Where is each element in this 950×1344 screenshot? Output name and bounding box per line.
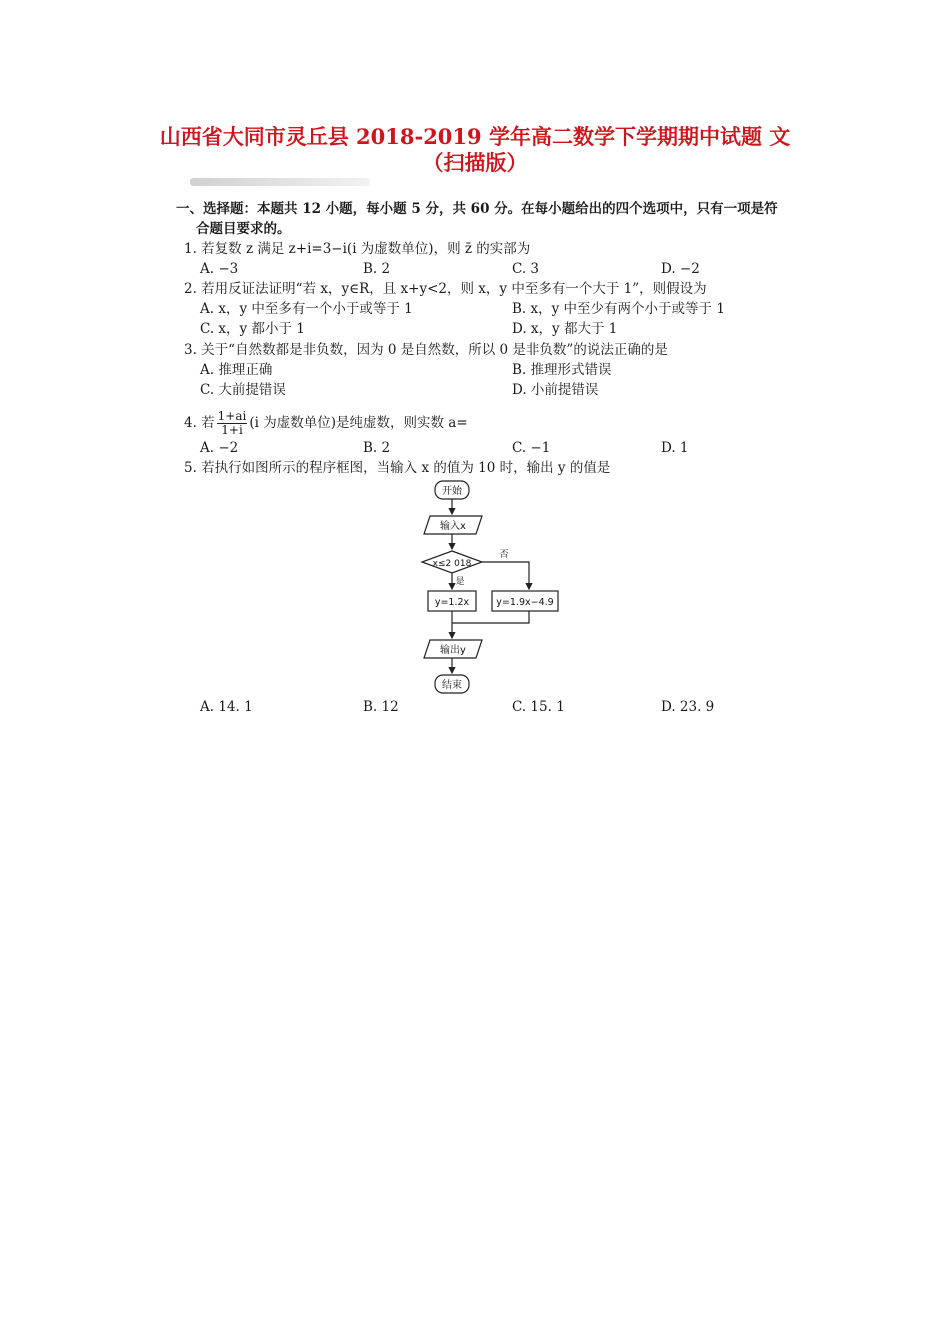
flowchart-edge [482, 562, 529, 589]
flowchart-edge [452, 611, 529, 623]
question-5-option-d: D. 23. 9 [661, 699, 715, 715]
question-4-fraction-numerator: 1+ai [217, 409, 247, 423]
question-5-option-c: C. 15. 1 [512, 699, 565, 715]
question-4-stem-prefix: 4. 若 [184, 415, 215, 431]
document-title-line2: （扫描版） [422, 150, 528, 175]
flowchart-input-label: 输入x [440, 521, 466, 532]
question-4-option-a: A. −2 [200, 440, 239, 456]
flowchart-end-label: 结束 [442, 680, 462, 691]
question-2-option-c: C. x，y 都小于 1 [200, 321, 305, 337]
question-5-option-a: A. 14. 1 [200, 699, 253, 715]
program-flowchart [420, 478, 560, 700]
question-2-stem: 2. 若用反证法证明“若 x，y∈R，且 x+y<2，则 x，y 中至多有一个大于 1”，则假设为 [184, 281, 707, 297]
question-5-stem: 5. 若执行如图所示的程序框图，当输入 x 的值为 10 时，输出 y 的值是 [184, 460, 611, 476]
question-4-option-c: C. −1 [512, 440, 551, 456]
flowchart-condition-label: x≤2 018 [432, 559, 472, 569]
flowchart-output-label: 输出y [440, 645, 466, 656]
question-2-option-b: B. x，y 中至少有两个小于或等于 1 [512, 301, 725, 317]
question-1-option-d: D. −2 [661, 261, 700, 277]
flowchart-yes-branch-label: y=1.2x [434, 597, 470, 608]
question-3-option-d: D. 小前提错误 [512, 382, 599, 398]
question-1-option-b: B. 2 [363, 261, 391, 277]
section-heading-line1: 一、选择题：本题共 12 小题，每小题 5 分，共 60 分。在每小题给出的四个选项中，只有一项是符 [176, 201, 778, 217]
scanned-exam-page [150, 178, 810, 738]
question-3-option-c: C. 大前提错误 [200, 382, 286, 398]
question-3-option-b: B. 推理形式错误 [512, 362, 612, 378]
question-4-stem [184, 410, 468, 437]
question-3-stem: 3. 关于“自然数都是非负数，因为 0 是自然数，所以 0 是非负数”的说法正确的是 [184, 342, 668, 358]
section-heading-line2: 合题目要求的。 [196, 221, 291, 237]
flowchart-no-branch-label: y=1.9x−4.9 [496, 597, 554, 608]
flowchart-start-label: 开始 [442, 486, 462, 497]
question-4-option-b: B. 2 [363, 440, 391, 456]
question-4-stem-suffix: (i 为虚数单位)是纯虚数，则实数 a= [249, 415, 468, 431]
question-1-option-a: A. −3 [200, 261, 239, 277]
flowchart-no-label: 否 [499, 550, 509, 560]
question-4-fraction-denominator: 1+i [221, 423, 243, 437]
question-4-option-d: D. 1 [661, 440, 689, 456]
question-3-option-a: A. 推理正确 [200, 362, 273, 378]
question-4-fraction [217, 410, 248, 437]
question-1-stem: 1. 若复数 z 满足 z+i=3−i(i 为虚数单位)，则 z̄ 的实部为 [184, 241, 531, 257]
document-title-line1: 山西省大同市灵丘县 2018-2019 学年高二数学下学期期中试题 文 [159, 124, 791, 149]
question-1-option-c: C. 3 [512, 261, 540, 277]
question-2-option-a: A. x，y 中至多有一个小于或等于 1 [200, 301, 413, 317]
question-5-option-b: B. 12 [363, 699, 399, 715]
scan-smudge [190, 178, 370, 186]
question-2-option-d: D. x，y 都大于 1 [512, 321, 618, 337]
flowchart-yes-label: 是 [455, 577, 465, 587]
